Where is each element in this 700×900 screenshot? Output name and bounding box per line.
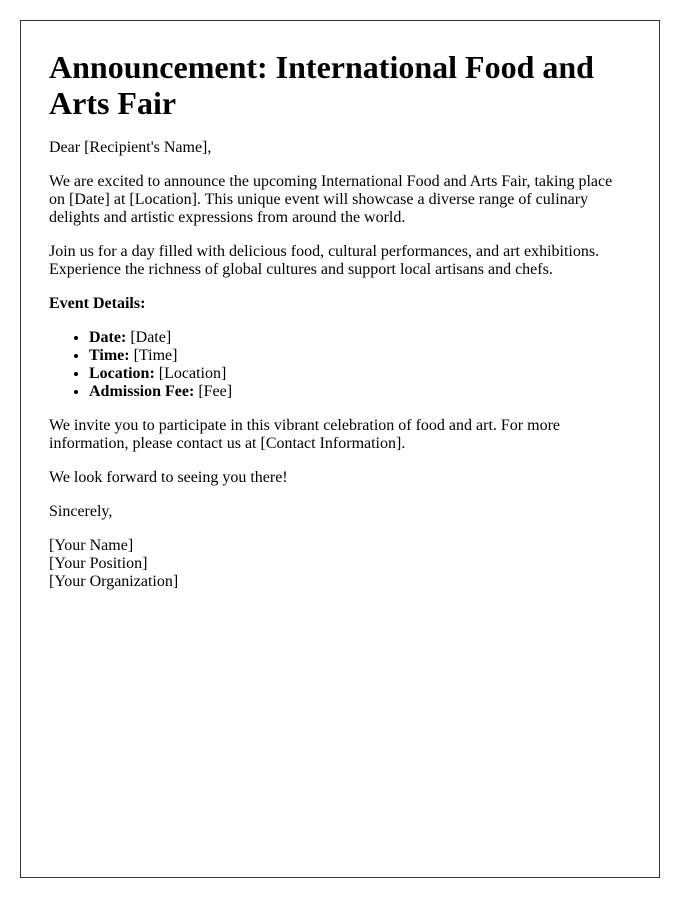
signature-block bbox=[49, 537, 631, 591]
letter-content bbox=[21, 21, 659, 591]
detail-date-label: Date: bbox=[89, 329, 127, 346]
closing-paragraph: We look forward to seeing you there! bbox=[49, 469, 288, 486]
event-details-list bbox=[49, 329, 631, 401]
detail-time bbox=[89, 347, 631, 365]
detail-date bbox=[89, 329, 631, 347]
signature-name: [Your Name] bbox=[49, 537, 134, 554]
letter-page bbox=[20, 20, 660, 878]
closing-salutation: Sincerely, bbox=[49, 503, 113, 520]
signature-organization: [Your Organization] bbox=[49, 573, 179, 590]
detail-location-label: Location: bbox=[89, 365, 155, 382]
detail-location-value: [Location] bbox=[158, 365, 227, 382]
detail-time-label: Time: bbox=[89, 347, 130, 364]
detail-admission-fee bbox=[89, 383, 631, 401]
signature-position: [Your Position] bbox=[49, 555, 148, 572]
event-details-heading: Event Details: bbox=[49, 295, 146, 312]
detail-admission-fee-label: Admission Fee: bbox=[89, 383, 195, 400]
detail-time-value: [Time] bbox=[133, 347, 178, 364]
invitation-paragraph: Join us for a day filled with delicious food, cultural performances, and art exhibitions. Experience the richness of global cultures and support local artisans and chefs. bbox=[49, 243, 600, 278]
detail-location bbox=[89, 365, 631, 383]
intro-paragraph: We are excited to announce the upcoming International Food and Arts Fair, taking place on [Date] at [Location]. This unique event will showcase a diverse range of culinary delights and artistic expressions from around the world. bbox=[49, 173, 613, 226]
salutation: Dear [Recipient's Name], bbox=[49, 139, 212, 156]
detail-admission-fee-value: [Fee] bbox=[198, 383, 233, 400]
page-title: Announcement: International Food and Arts Fair bbox=[49, 49, 594, 121]
detail-date-value: [Date] bbox=[130, 329, 172, 346]
contact-paragraph: We invite you to participate in this vibrant celebration of food and art. For more information, please contact us at [Contact Information]. bbox=[49, 417, 561, 452]
